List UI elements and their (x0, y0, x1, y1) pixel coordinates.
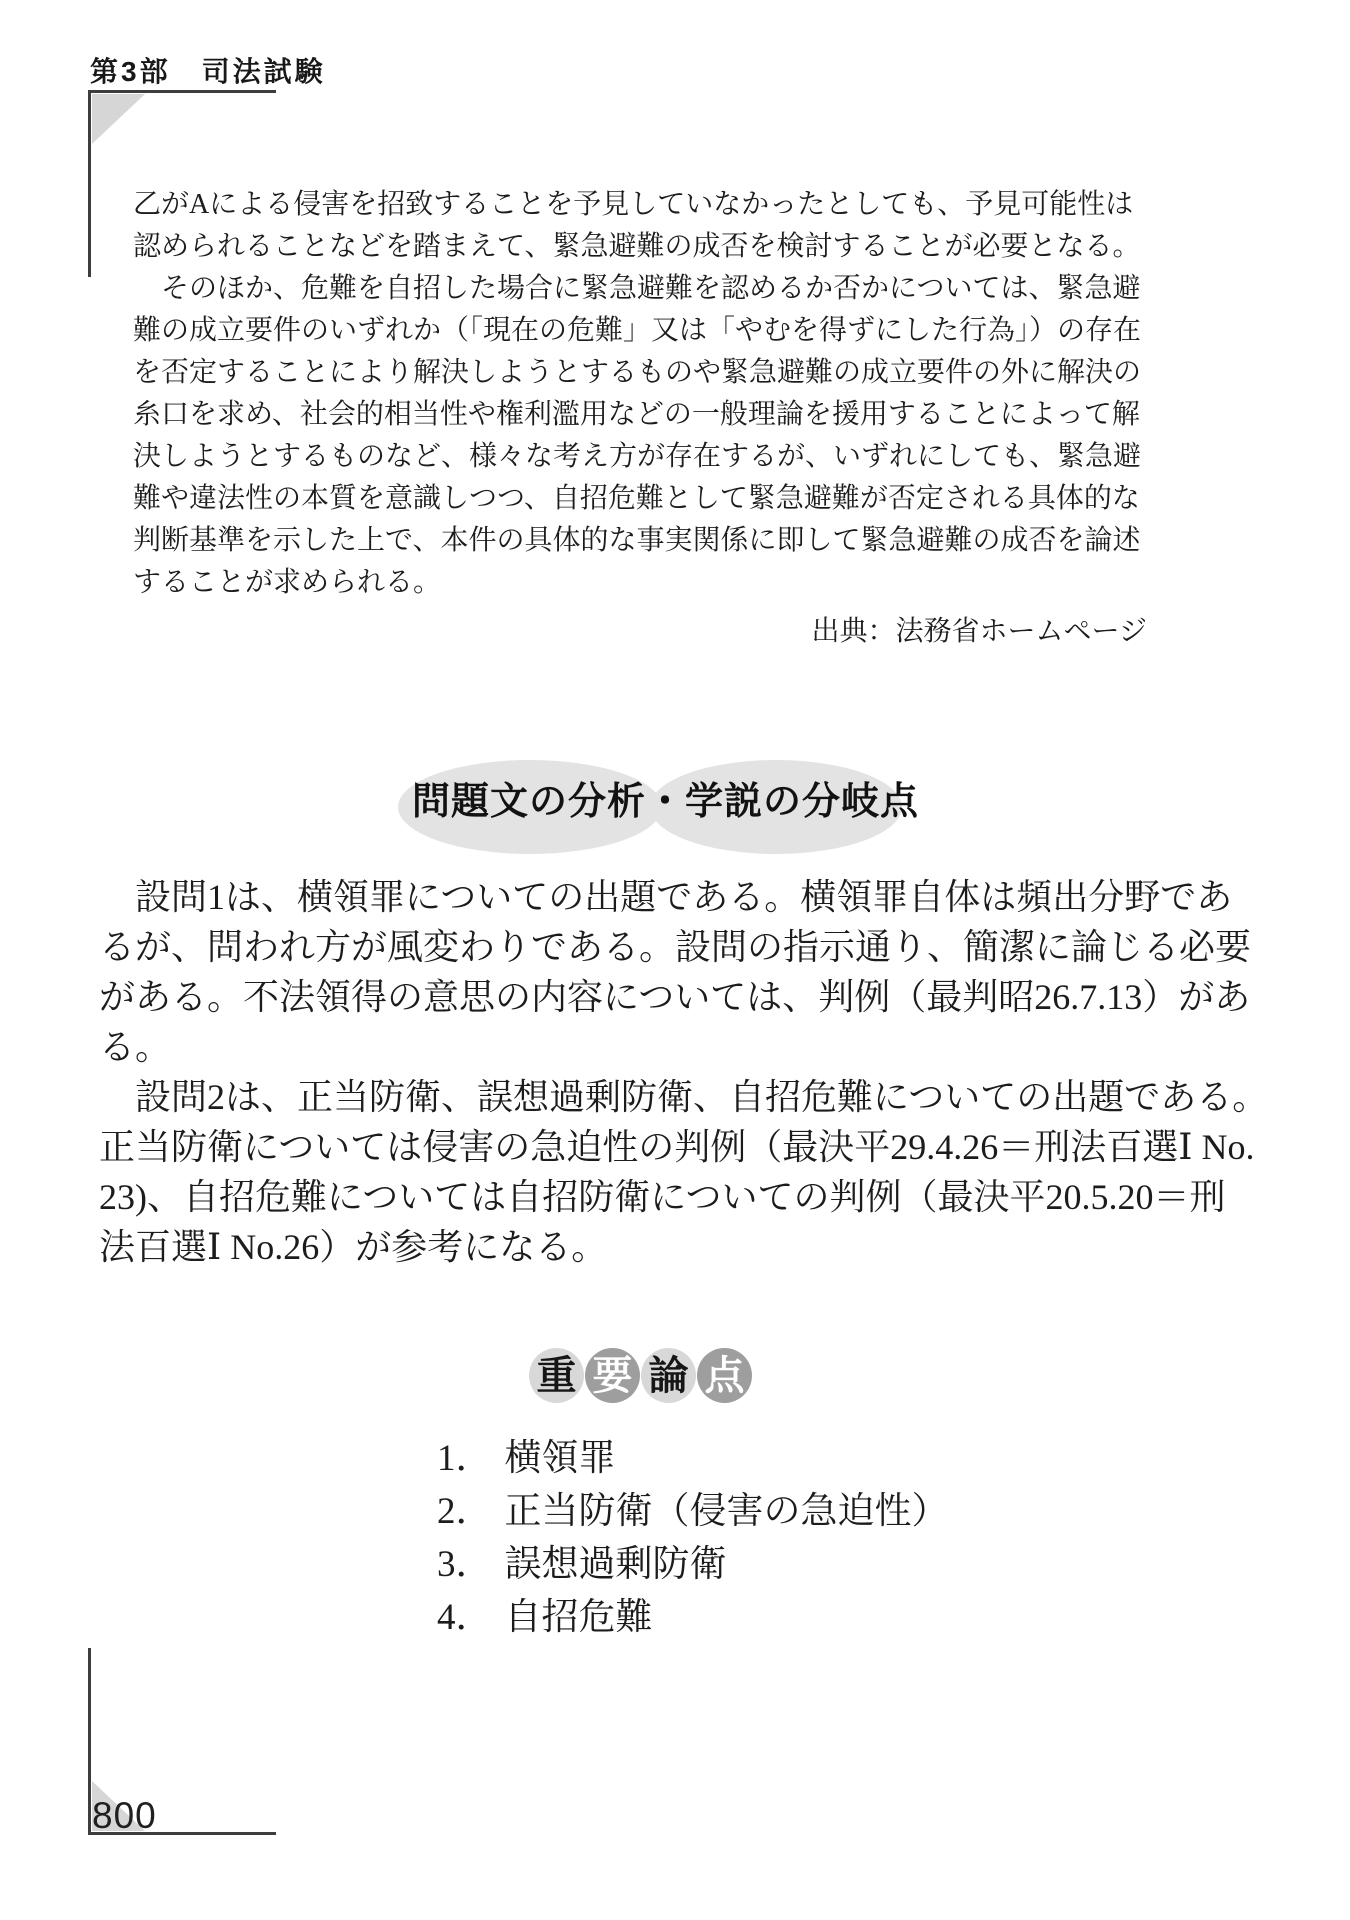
analysis-line: るが、問われ方が風変わりである。設問の指示通り、簡潔に論じる必要 (99, 927, 1252, 967)
excerpt-paragraph (133, 184, 1147, 654)
list-item-number: 4． (437, 1597, 493, 1638)
list-item-label: 横領罪 (504, 1438, 616, 1479)
list-item (437, 1538, 949, 1591)
key-point-heading-circle: 論 (641, 1348, 696, 1403)
section-heading-key-points (529, 1348, 752, 1403)
analysis-line: る。 (99, 1027, 172, 1067)
part-header-label: 第3部 司法試験 (90, 56, 326, 87)
excerpt-line: を否定することにより解決しようとするものや緊急避難の成立要件の外に解決の (133, 357, 1142, 388)
list-item-number: 2． (437, 1491, 493, 1532)
list-item (437, 1591, 949, 1644)
footer-rule-vertical (88, 1648, 91, 1835)
excerpt-line: 難の成立要件のいずれか（「現在の危難」又は「やむを得ずにした行為」）の存在 (133, 315, 1142, 346)
corner-triangle-top (92, 94, 145, 144)
list-item-number: 1． (437, 1438, 493, 1479)
header-rule-vertical (88, 90, 91, 277)
analysis-body (99, 872, 1269, 1272)
excerpt-line: 決しようとするものなど、様々な考え方が存在するが、いずれにしても、緊急避 (133, 441, 1142, 472)
header-rule-horizontal (88, 90, 276, 93)
excerpt-line: 乙がAによる侵害を招致することを予見していなかったとしても、予見可能性は (133, 189, 1134, 220)
analysis-line: 23)、自招危難については自招防衛についての判例（最決平20.5.20＝刑 (99, 1177, 1226, 1217)
list-item-label: 誤想過剰防衛 (504, 1544, 727, 1585)
excerpt-line: 糸口を求め、社会的相当性や権利濫用などの一般理論を援用することによって解 (133, 399, 1140, 430)
excerpt-line: 判断基準を示した上で、本件の具体的な事実関係に即して緊急避難の成否を論述 (133, 525, 1141, 556)
list-item (437, 1485, 949, 1538)
analysis-line: 設問1は、横領罪についての出題である。横領罪自体は頻出分野であ (99, 877, 1233, 917)
list-item (437, 1432, 949, 1485)
list-item-label: 自招危難 (504, 1597, 653, 1638)
key-points-list (437, 1432, 949, 1644)
list-item-number: 3． (437, 1544, 493, 1585)
excerpt-line: 難や違法性の本質を意識しつつ、自招危難として緊急避難が否定される具体的な (133, 483, 1140, 514)
analysis-line: 正当防衛については侵害の急迫性の判例（最決平29.4.26＝刑法百選Ⅰ No. (99, 1127, 1255, 1167)
analysis-line: 設問2は、正当防衛、誤想過剰防衛、自招危難についての出題である。 (99, 1077, 1269, 1117)
analysis-line: がある。不法領得の意思の内容については、判例（最判昭26.7.13）があ (99, 977, 1251, 1017)
excerpt-line: することが求められる。 (133, 567, 442, 598)
excerpt-line: 認められることなどを踏まえて、緊急避難の成否を検討することが必要となる。 (133, 231, 1141, 262)
source-attribution: 出典：法務省ホームページ (811, 616, 1147, 647)
key-point-heading-circle: 要 (585, 1348, 640, 1403)
analysis-line: 法百選Ⅰ No.26）が参考になる。 (99, 1227, 608, 1267)
key-point-heading-circle: 点 (697, 1348, 752, 1403)
list-item-label: 正当防衛（侵害の急迫性） (504, 1491, 949, 1532)
page-number: 800 (92, 1795, 157, 1836)
section-heading-analysis: 問題文の分析・学説の分岐点 (412, 781, 920, 823)
excerpt-line: そのほか、危難を自招した場合に緊急避難を認めるか否かについては、緊急避 (133, 273, 1141, 304)
key-point-heading-circle: 重 (529, 1348, 584, 1403)
